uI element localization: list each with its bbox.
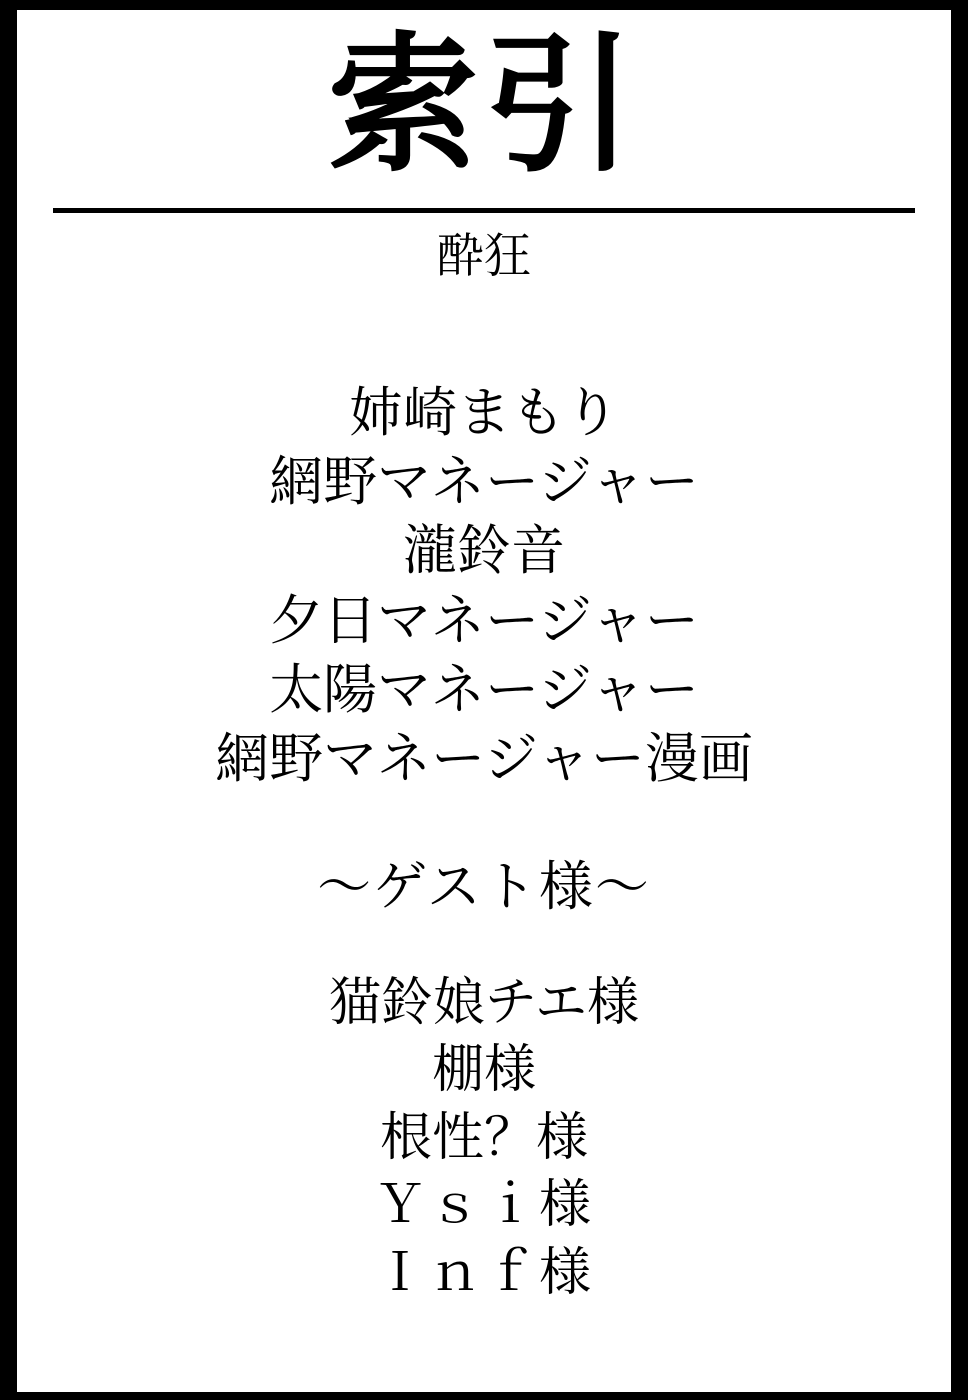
page-title: 索引 [327,19,640,193]
list-item: Ｉｎｆ様 [373,1243,594,1304]
list-item: 棚様 [431,1040,536,1101]
list-item: 太陽マネージャー [269,657,699,721]
works-list [215,378,753,793]
list-item: 瀧鈴音 [403,519,565,583]
list-item: 網野マネージャー [269,450,699,514]
list-item: 夕日マネージャー [269,588,699,652]
list-item: 猫鈴娘チエ様 [329,972,639,1033]
page-sheet [17,10,951,1392]
list-item: 根性？様 [379,1107,588,1168]
list-item: Ｙｓｉ様 [373,1175,594,1236]
circle-name: 酔狂 [437,228,531,284]
list-item: 網野マネージャー漫画 [215,726,753,790]
guest-list [329,970,639,1308]
page-content [17,10,951,1392]
title-divider [53,208,915,213]
guest-section-heading: 〜ゲスト様〜 [317,854,651,918]
list-item: 姉崎まもり [349,381,619,445]
